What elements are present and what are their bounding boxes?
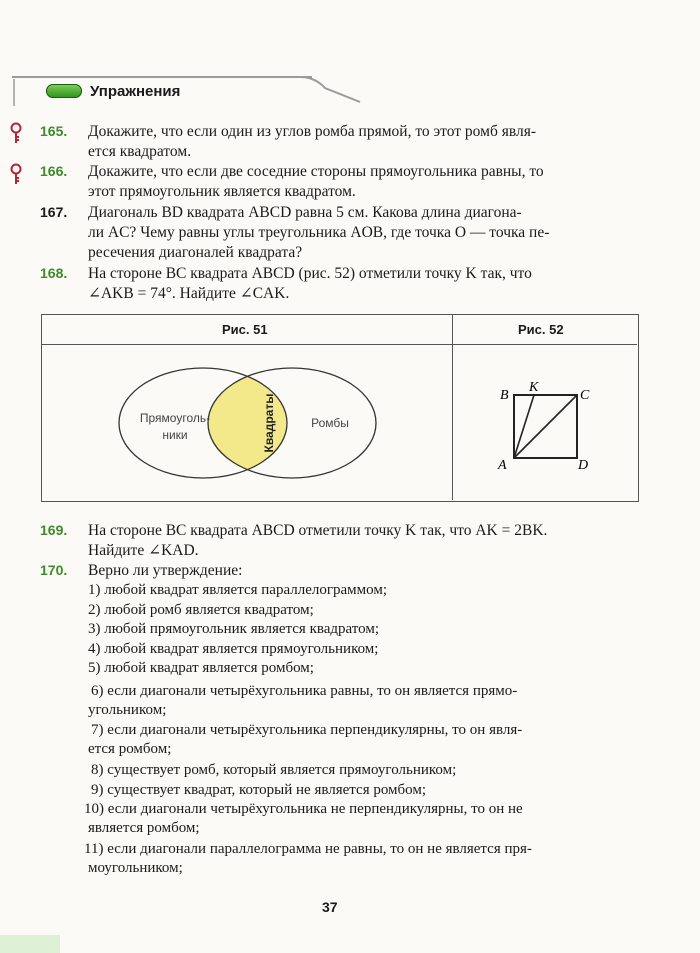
statement-item-continuation: ется ромбом; xyxy=(88,741,172,757)
statement-item: 11) если диагонали параллелограмма не равны, то он не является пря- xyxy=(84,841,532,857)
exercise-number: 169. xyxy=(40,522,68,538)
squares-label: Квадраты xyxy=(262,393,276,453)
exercise-167 xyxy=(40,202,650,263)
page-number: 37 xyxy=(322,899,338,915)
exercise-text-line: Докажите, что если один из углов ромба прямой, то этот ромб явля- xyxy=(88,123,536,140)
exercise-text-line: Докажите, что если две соседние стороны прямоугольника равны, то xyxy=(88,163,544,180)
statement-item: 3) любой прямоугольник является квадратом; xyxy=(88,621,380,637)
exercise-170 xyxy=(40,560,650,581)
exercise-166 xyxy=(40,161,650,202)
point-k: K xyxy=(529,380,539,395)
intersection-region xyxy=(208,368,376,478)
figure-51-title: Рис. 51 xyxy=(222,322,268,337)
figures-divider xyxy=(452,314,453,500)
statements-wrap xyxy=(88,740,648,760)
statements-wrap xyxy=(88,819,648,839)
exercise-number: 165. xyxy=(40,123,68,139)
section-title: Упражнения xyxy=(90,83,181,100)
figures-header-rule xyxy=(41,344,637,345)
statement-item: 7) если диагонали четырёхугольника перпендикулярны, то он явля- xyxy=(91,722,523,738)
exercise-168 xyxy=(40,263,650,304)
statement-item: 10) если диагонали четырёхугольника не перпендикулярны, то он не xyxy=(84,801,523,817)
exercise-text-line: На стороне BC квадрата ABCD отметили точку K так, что AK = 2BK. xyxy=(88,522,548,539)
venn-diagram xyxy=(100,355,400,495)
rectangles-label: Прямоуголь- xyxy=(139,411,211,425)
exercise-text-line: ли AC? Чему равны углы треугольника AOB, где точка O — точка пе- xyxy=(88,224,550,241)
exercise-number: 167. xyxy=(40,204,68,220)
key-icon xyxy=(6,122,26,144)
rhombuses-label: Ромбы xyxy=(311,416,349,430)
figure-52-title: Рис. 52 xyxy=(518,322,564,337)
exercise-text-line: этот прямоугольник является квадратом. xyxy=(88,183,356,200)
exercise-number: 168. xyxy=(40,265,68,281)
exercise-169 xyxy=(40,520,650,561)
statement-item: 5) любой квадрат является ромбом; xyxy=(88,660,314,676)
exercise-text-line: Диагональ BD квадрата ABCD равна 5 см. Какова длина диагона- xyxy=(88,204,522,221)
key-icon xyxy=(6,163,26,185)
statement-item: 6) если диагонали четырёхугольника равны, то он является прямо- xyxy=(91,683,518,699)
exercise-165 xyxy=(40,121,650,162)
statements-list-continued xyxy=(84,800,644,820)
vertex-a: A xyxy=(498,458,507,473)
statement-item-continuation: угольником; xyxy=(88,702,167,718)
statements-list-continued xyxy=(91,761,651,800)
statement-item-continuation: является ромбом; xyxy=(88,820,200,836)
exercise-text-line: ется квадратом. xyxy=(88,143,192,160)
statement-item: 2) любой ромб является квадратом; xyxy=(88,601,314,618)
statements-wrap xyxy=(88,701,648,721)
rectangles-label: ники xyxy=(162,428,188,442)
exercise-text-line: Найдите ∠KAD. xyxy=(88,542,199,559)
exercise-number: 170. xyxy=(40,562,68,578)
statements-wrap xyxy=(88,859,648,879)
exercise-text-line: Верно ли утверждение: xyxy=(88,562,243,579)
statement-item: 1) любой квадрат является параллелограммом; xyxy=(88,582,388,598)
exercise-text-line: ресечения диагоналей квадрата? xyxy=(88,244,303,261)
statements-list-continued xyxy=(91,682,651,702)
square-figure xyxy=(490,375,600,475)
statement-item: 8) существует ромб, который является прямоугольником; xyxy=(91,762,457,778)
statements-list xyxy=(88,581,648,679)
exercise-number: 166. xyxy=(40,163,68,179)
page-corner-decoration xyxy=(0,935,60,953)
vertex-b: B xyxy=(500,388,509,403)
vertex-d: D xyxy=(578,458,589,473)
section-marker-icon xyxy=(46,84,82,98)
exercise-text-line: ∠AKB = 74°. Найдите ∠CAK. xyxy=(88,285,290,302)
statements-list-continued xyxy=(84,840,644,860)
exercise-text-line: На стороне BC квадрата ABCD (рис. 52) отметили точку K так, что xyxy=(88,265,532,282)
vertex-c: C xyxy=(580,388,590,403)
statement-item-continuation: моугольником; xyxy=(88,860,183,876)
statement-item: 9) существует квадрат, который не является ромбом; xyxy=(91,781,427,798)
statements-list-continued xyxy=(91,721,651,741)
statement-item: 4) любой квадрат является прямоугольником; xyxy=(88,640,379,657)
